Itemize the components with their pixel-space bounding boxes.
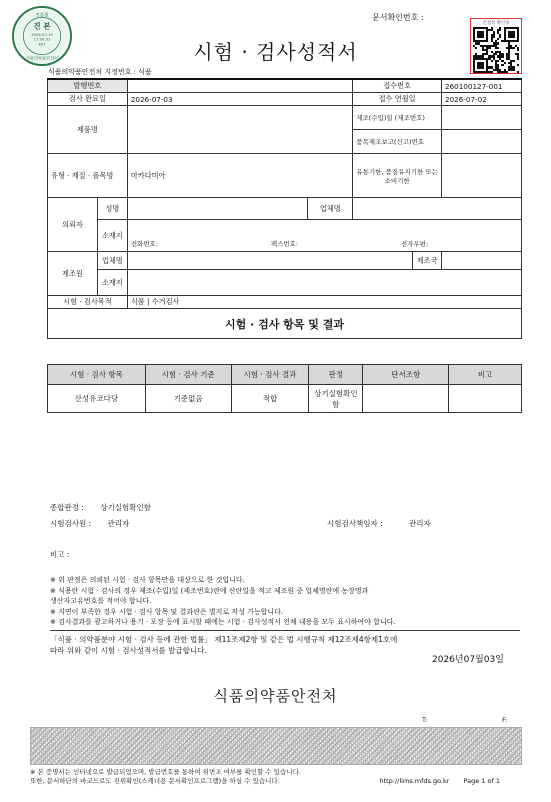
remarks-label: 비고 : [50,550,70,559]
col-header: 시험 · 검사 항목 [48,365,146,385]
verification-barcode[interactable] [30,727,522,765]
legal-line: 「식품 · 의약품분야 시험 · 검사 등에 관한 법률」 제11조제2항 및 같은 법 시행규칙 제12조제4항제1호에 [50,635,398,644]
svg-text:17:00:31: 17:00:31 [33,37,51,42]
legal-line: 따라 위와 같이 시험 · 검사성적서를 발급합니다. [50,646,207,655]
overall-label: 종합판정 : [50,503,84,512]
fax-short-label: F: [502,716,508,724]
table-cell: 기준없음 [145,385,231,413]
designation-number: 식품의약품안전처 지정번호 : 식품 [48,68,152,76]
issue-no-value [127,79,352,93]
issue-date: 2026년07월03일 [432,655,504,665]
col-header: 시험 · 검사 결과 [231,365,309,385]
col-header: 시험 · 검사 기준 [145,365,231,385]
client-company-value [353,198,522,220]
svg-text:KST: KST [38,42,46,47]
svg-text:진 본: 진 본 [33,21,51,31]
note-line: ※ 식용란 시험 · 검사의 경우 제조(수입)일 (제조번호)란에 산란일을 적고 제조원 중 업체명란에 농장명과 [50,586,369,595]
note-line: 생산자고유번호를 적어야 합니다. [50,597,152,605]
organization-name: 식품의약품안전처 [213,687,338,705]
receipt-no-label: 접수번호 [353,79,442,93]
tel-label: T: [422,716,428,724]
col-header: 판정 [309,365,363,385]
receipt-date-label: 접수 연월일 [353,93,442,106]
purpose-label: 시험 · 검사목적 [48,296,128,309]
results-table [47,364,522,413]
client-name-value [127,198,308,220]
mfr-country-value [442,252,522,270]
manufacturer-label: 제조원 [48,252,98,296]
svg-text:2026-07-15: 2026-07-15 [31,33,53,37]
doc-confirm-label: 문서확인번호 : [372,13,424,22]
mfr-company-label: 업체명 [97,252,127,270]
tester [50,518,129,529]
info-table [47,78,522,339]
qr-caption: 진정성 확인용 [482,21,510,26]
report-no-label: 품목제조보고(신고)번호 [353,130,442,154]
results-section-title: 시험 · 검사 항목 및 결과 [48,309,522,339]
tester-label: 시험검사원 : [50,519,92,528]
report-no-value [442,130,522,154]
email-label: 전자우편: [400,240,429,248]
table-cell: 적합 [231,385,309,413]
complete-date-value: 2026-07-03 [127,93,352,106]
note-line: ※ 위 판정은 의뢰된 시험 · 검사 항목만을 대상으로 한 것입니다. [50,576,245,584]
mfr-address-label: 소재지 [97,270,127,296]
product-name-label: 제품명 [48,106,128,154]
purpose-value: 식품 | 수거검사 [127,296,521,309]
footer-line: ※ 본 증명서는 인터넷으로 발급되었으며, 발급번호를 통하여 위변조 여부를 확인할 수 있습니다. [30,768,301,776]
note-line: ※ 지면이 부족한 경우 시험 · 검사 항목 및 결과란은 별지로 작성 가능합니다. [50,607,284,616]
overall-judgement [50,502,151,513]
mfg-date-value [442,106,522,130]
fax-label: 팩스번호: [270,240,299,248]
receipt-no-value: 260100127-001 [442,79,522,93]
manager [327,518,431,529]
mfr-company-value [127,252,412,270]
client-address-label: 소재지 [97,220,127,252]
mfg-date-label: 제조(수입)일 (제조번호) [353,106,442,130]
page-indicator: Page 1 of 1 [463,777,500,785]
expiry-value [442,154,522,198]
mfr-country-label: 제조국 [413,252,442,270]
client-company-label: 업체명 [308,198,353,220]
table-cell: 상기실험확인함 [309,385,363,413]
col-header: 단서조항 [363,365,449,385]
col-header: 비고 [449,365,522,385]
table-cell [363,385,449,413]
table-cell: 산성유코다당 [48,385,146,413]
overall-value: 상기실험확인함 [100,503,151,512]
type-value: 마카다미아 [127,154,352,198]
svg-text:식품의약품안전처: 식품의약품안전처 [25,55,59,61]
footer [30,768,530,786]
receipt-date-value: 2026-07-02 [442,93,522,106]
footer-url[interactable]: http://lims.mfds.go.kr [379,777,450,785]
client-contact [127,220,521,252]
svg-text:진흥원: 진흥원 [35,13,49,19]
page-title: 시험 · 검사성적서 [193,40,358,64]
phone-label: 전화번호: [130,240,159,248]
type-label: 유형 · 재질 · 품목명 [48,154,128,198]
note-line: ※ 검사결과를 광고하거나 용기 · 포장 등에 표시할 때에는 시험 · 검사성적서 전체 내용을 모두 표시하여야 합니다. [50,618,396,626]
mfr-address-value [127,270,521,296]
manager-label: 시험검사책임자 : [327,519,383,528]
complete-date-label: 검사 완료일 [48,93,128,106]
notes [50,575,520,628]
manager-value: 관리자 [409,519,431,528]
tester-value: 관리자 [107,519,130,528]
client-name-label: 성명 [97,198,127,220]
client-label: 의뢰자 [48,198,98,252]
table-row [48,385,522,413]
issue-no-label: 발행번호 [48,79,128,93]
table-cell [449,385,522,413]
expiry-label: 유통기한, 품질유지기한 또는 소비기한 [353,154,442,198]
product-name-value [127,106,352,154]
footer-line: 또한, 문서하단의 바코드로도 진위확인(스캐너용 문서확인프로그램)을 하실 수 있습니다. [30,777,280,785]
